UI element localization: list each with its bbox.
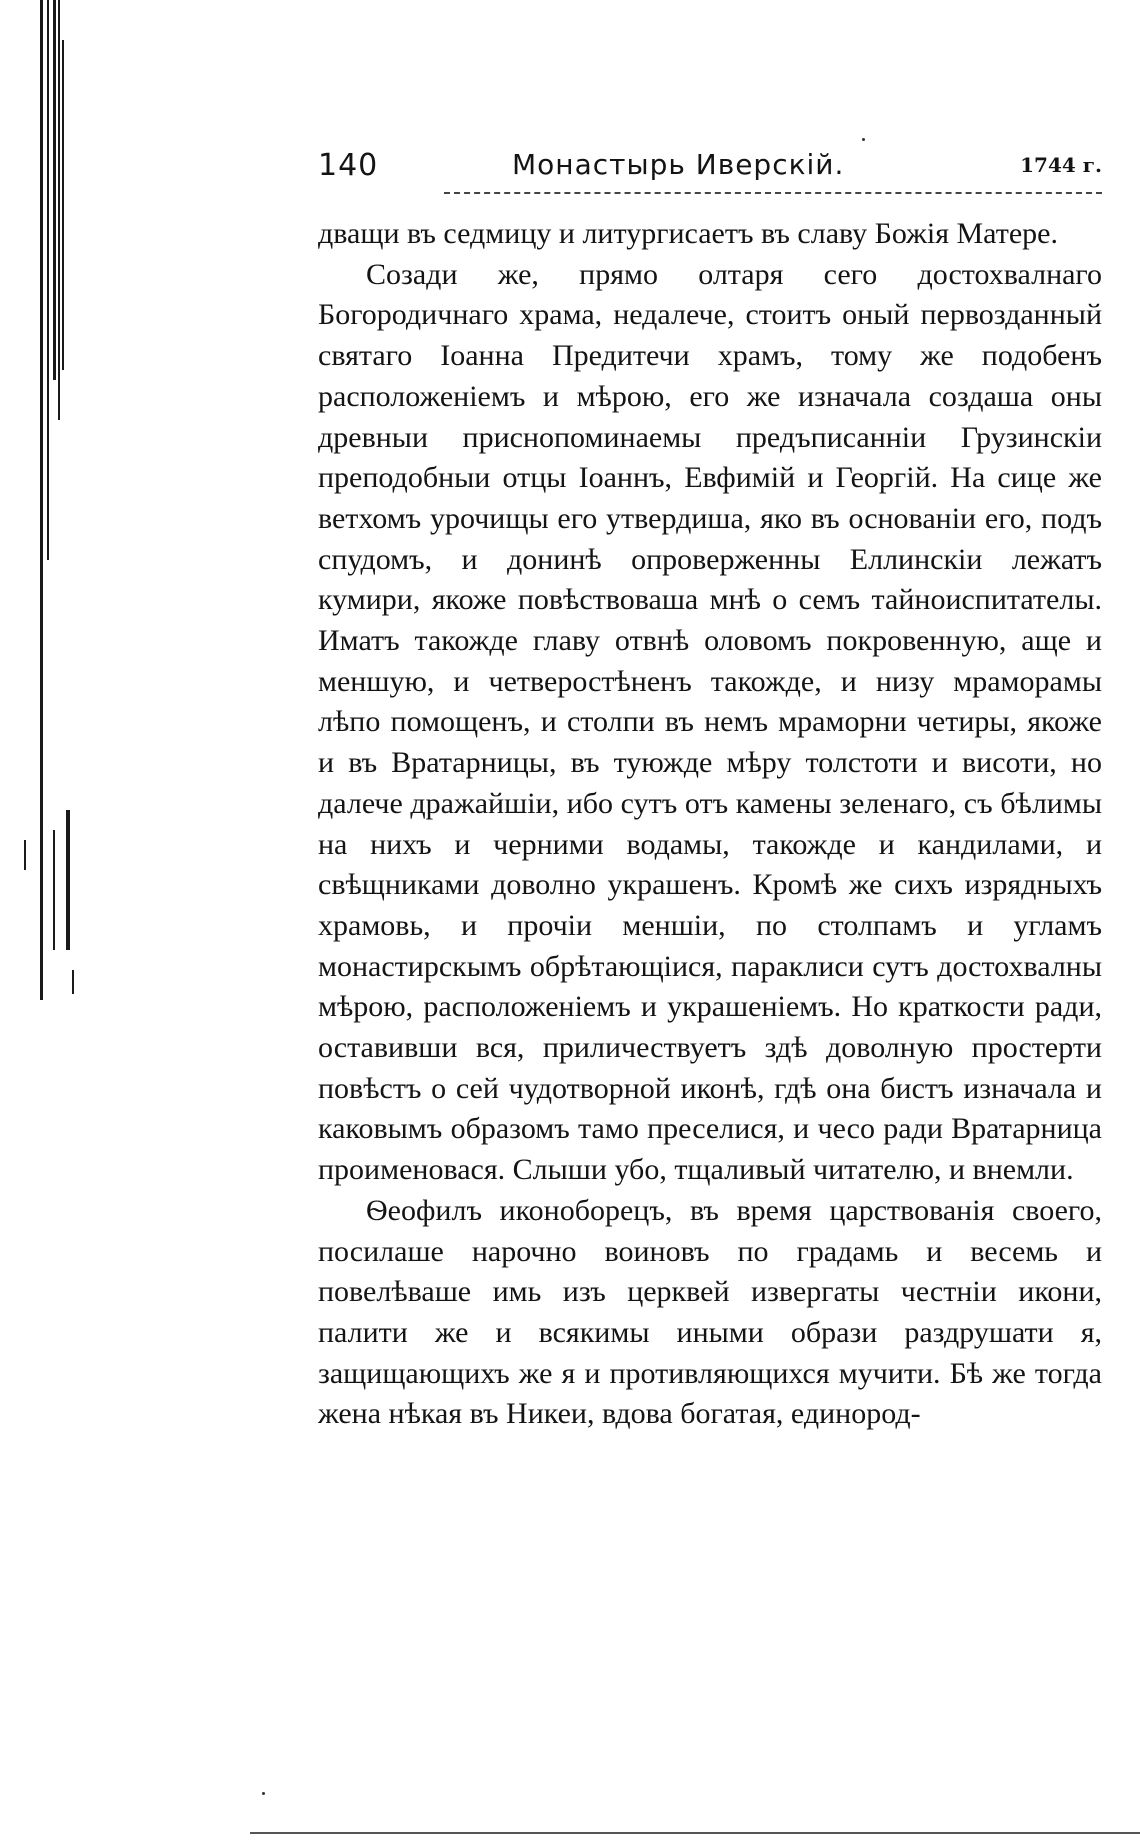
running-head [318, 140, 1102, 188]
bottom-rule [250, 1832, 1140, 1834]
gutter-rule [72, 970, 74, 994]
gutter-rule [62, 40, 64, 370]
body-text [318, 214, 1102, 1435]
book-page [318, 140, 1102, 1435]
gutter-rule [53, 0, 56, 380]
gutter-rule [47, 0, 49, 560]
ink-speck [262, 1792, 265, 1795]
paragraph: Ѳеофилъ иконоборецъ, въ время царствованія своего, посилаше нарочно воиновъ по градамь и весемь и повелѣваше имь изъ церквей извергаты честніи икони, палити же и всякимы иными образи раздрушати я, защищающихъ же я и противляющихся мучити. Бѣ же тогда жена нѣкая въ Никеи, вдова богатая, единород- [318, 1193, 1102, 1431]
header-rule [444, 192, 1102, 194]
gutter-rule [58, 0, 60, 420]
page-number: 140 [318, 148, 379, 183]
running-title: Монастырь Иверскій. [512, 148, 845, 181]
gutter-rule [40, 0, 43, 1000]
binding-gutter [0, 0, 90, 1844]
gutter-rule [66, 810, 70, 950]
ink-speck [862, 138, 865, 141]
gutter-rule [24, 840, 26, 870]
gutter-rule [53, 830, 55, 950]
paragraph: Созади же, прямо олтаря сего достохвалнаго Богородичнаго храма, недалече, стоитъ оный первозданный святаго Іоанна Предитечи храмъ, тому же подобенъ расположеніемъ и мѣрою, его же изначала создаша оны древныи приснопоминаемы предъписанніи Грузинскіи преподобныи отцы Іоаннъ, Евфимій и Георгій. На сице же ветхомъ урочищы его утвердиша, яко въ основаніи его, подъ спудомъ, и донинѣ опроверженны Еллинскіи лежатъ кумири, якоже повѣствоваша мнѣ о семъ тайноиспитателы. Иматъ такожде главу отвнѣ оловомъ покровенную, аще и меншую, и четверостѣненъ такожде, и низу мраморамы лѣпо помощенъ, и столпи въ немъ мраморни четиры, якоже и въ Вратарницы, въ туюжде мѣру толстоти и висоти, но далече дражайшіи, ибо сутъ отъ камены зеленаго, съ бѣлимы на нихъ и черними водамы, такожде и кандилами, и свѣщниками доволно украшенъ. Кромѣ же сихъ изрядныхъ храмовь, и прочіи меншіи, по столпамъ и угламъ монастирскымъ обрѣтающіися, параклиси сутъ достохвалны мѣрою, расположеніемъ и украшеніемъ. Но краткости ради, оставивши вся, приличествуетъ здѣ доволную простерти повѣстъ о сей чудотворной иконѣ, гдѣ она бистъ изначала и каковымъ образомъ тамо преселися, и чесо ради Вратарница проименовася. Слыши убо, тщаливый читателю, и внемли. [318, 257, 1102, 1187]
running-year: 1744 г. [1020, 153, 1102, 177]
paragraph: дващи въ седмицу и литургисаетъ въ славу Божія Матере. [318, 217, 1058, 250]
